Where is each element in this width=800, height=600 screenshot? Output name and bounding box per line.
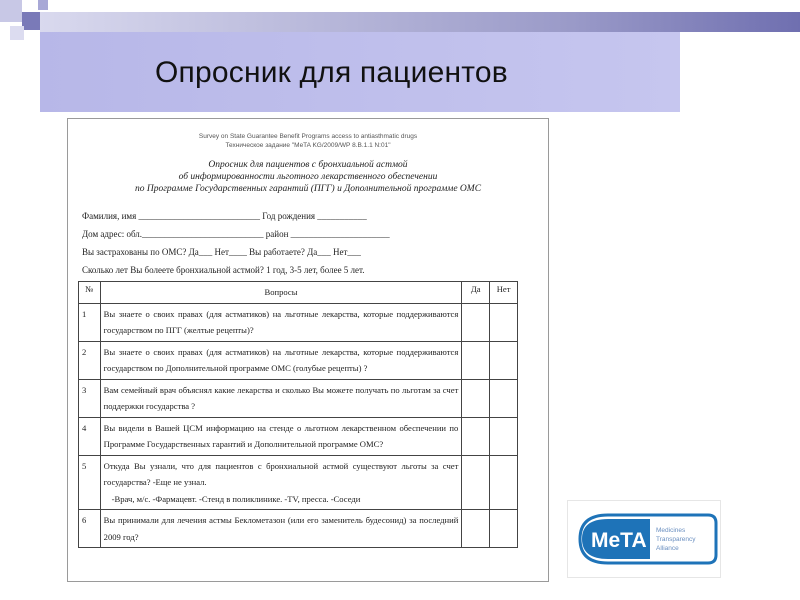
- slide-title: Опросник для пациентов: [155, 56, 508, 89]
- yes-cell: [462, 303, 490, 341]
- question-text: Вы знаете о своих правах (для астматиков) на льготные лекарства, которые поддерживаются государством по Дополнительной программе ОМС (голубые рецепты) ?: [100, 341, 462, 379]
- row-number: 5: [79, 455, 101, 510]
- questionnaire-document: [67, 118, 549, 582]
- survey-header-tech: Техническое задание "MeTA KG/2009/WP 8.B.1.1 N:01": [225, 142, 391, 149]
- question-text: Вы знаете о своих правах (для астматиков) на льготные лекарства, которые поддерживаются государством по ПГГ (желтые рецепты)?: [100, 303, 462, 341]
- row-number: 2: [79, 341, 101, 379]
- logo-line-1: Medicines: [656, 527, 686, 534]
- insurance-field: Вы застрахованы по ОМС? Да___ Нет____ Вы работаете? Да___ Нет___: [82, 247, 361, 257]
- row-number: 4: [79, 417, 101, 455]
- no-cell: [490, 379, 518, 417]
- yes-cell: [462, 341, 490, 379]
- document-title: [68, 159, 548, 195]
- table-row: [79, 455, 518, 510]
- survey-header-en: Survey on State Guarantee Benefit Programs access to antiasthmatic drugs: [198, 133, 418, 140]
- logo-line-2: Transparency: [656, 536, 696, 543]
- table-row: [79, 379, 518, 417]
- decor-square-4: [38, 0, 48, 10]
- row-number: 6: [79, 510, 101, 548]
- duration-field: Сколько лет Вы болеете бронхиальной астмой? 1 год, 3-5 лет, более 5 лет.: [82, 265, 365, 275]
- meta-logo-graphic: [568, 501, 720, 577]
- decor-square-3: [10, 26, 24, 40]
- yes-cell: [462, 417, 490, 455]
- table-header-row: [79, 282, 518, 304]
- table-row: [79, 510, 518, 548]
- no-cell: [490, 417, 518, 455]
- logo-brand: MeTA: [591, 529, 647, 552]
- col-header-no: Нет: [490, 282, 518, 304]
- row-number: 1: [79, 303, 101, 341]
- yes-cell: [462, 455, 490, 510]
- decor-square-2: [22, 12, 40, 30]
- table-row: [79, 341, 518, 379]
- meta-logo: [567, 500, 721, 578]
- question-text: Вы принимали для лечения астмы Беклометазон (или его заменитель будесонид) за последний 2009 год?: [100, 510, 462, 548]
- yes-cell: [462, 379, 490, 417]
- row-number: 3: [79, 379, 101, 417]
- document-title-line-2: об информированности льготного лекарственного обеспечении: [178, 172, 438, 182]
- decor-square-1: [0, 0, 22, 22]
- yes-cell: [462, 510, 490, 548]
- col-header-yes: Да: [462, 282, 490, 304]
- question-text-main: Откуда Вы узнали, что для пациентов с бронхиальной астмой существуют льготы за счет государства? -Еще не узнал.: [103, 460, 459, 487]
- no-cell: [490, 303, 518, 341]
- no-cell: [490, 341, 518, 379]
- col-header-number: №: [79, 282, 101, 304]
- table-row: [79, 303, 518, 341]
- questions-table: [78, 281, 518, 548]
- table-row: [79, 417, 518, 455]
- no-cell: [490, 510, 518, 548]
- question-text: Вы видели в Вашей ЦСМ информацию на стенде о льготном лекарственном обеспечении по Программе Государственных гарантий и Дополнительной программе ОМС?: [100, 417, 462, 455]
- address-field: Дом адрес: обл.___________________________ район ______________________: [82, 229, 390, 239]
- question-text-options: -Врач, м/с. -Фармацевт. -Стенд в поликлинике. -TV, пресса. -Соседи: [111, 493, 361, 504]
- logo-line-3: Alliance: [656, 545, 679, 552]
- name-field: Фамилия, имя ___________________________ Год рождения ___________: [82, 211, 367, 221]
- question-text: [100, 455, 462, 510]
- col-header-questions: Вопросы: [100, 282, 462, 304]
- question-text: Вам семейный врач объяснял какие лекарства и сколько Вы можете получать по льготам за счет поддержки государства ?: [100, 379, 462, 417]
- document-title-line-3: по Программе Государственных гарантий (ПГГ) и Дополнительной программе ОМС: [134, 184, 482, 194]
- document-title-line-1: Опросник для пациентов с бронхиальной астмой: [208, 160, 408, 170]
- no-cell: [490, 455, 518, 510]
- top-decorative-bar: [40, 12, 800, 32]
